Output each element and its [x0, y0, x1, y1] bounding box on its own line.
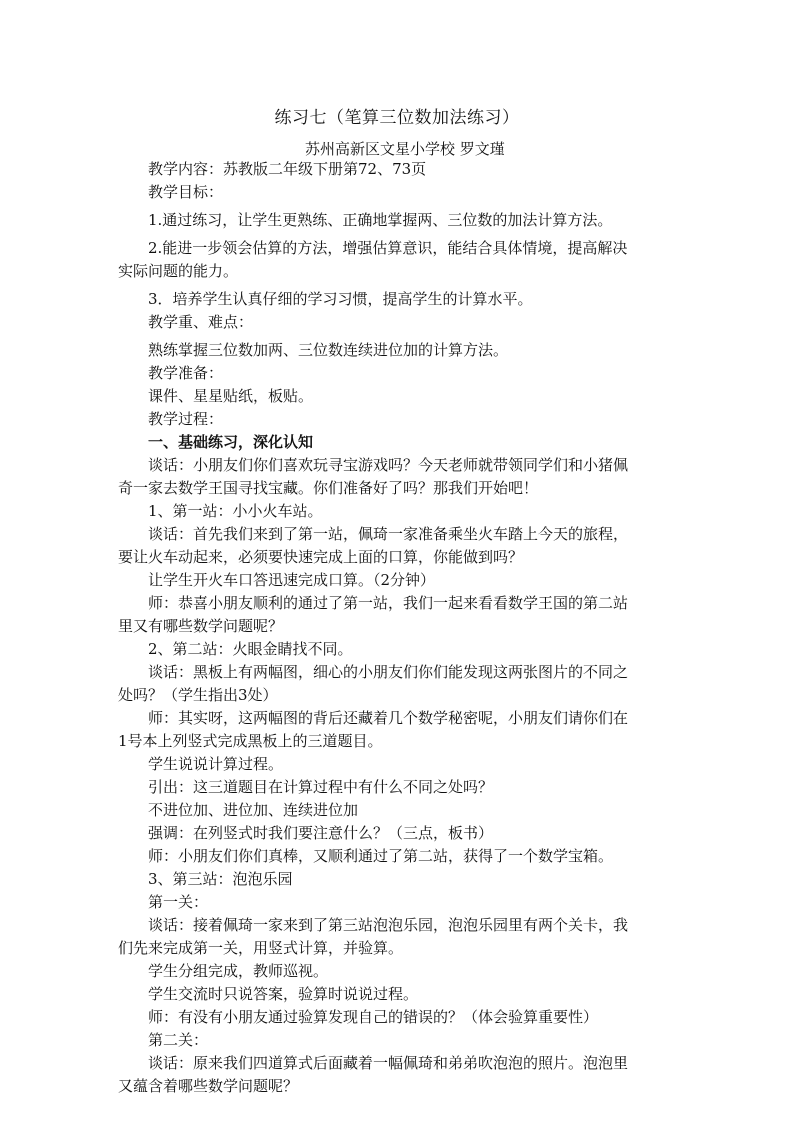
paragraph-line: 谈话：黑板上有两幅图，细心的小朋友们你们能发现这两张图片的不同之 [148, 663, 629, 681]
paragraph-line: 处吗？（学生指出3处） [118, 686, 278, 704]
preparation-heading: 教学准备： [148, 364, 224, 382]
paragraph-line: 强调：在列竖式时我们要注意什么？（三点，板书） [148, 824, 494, 842]
station-2-heading: 2、第二站：火眼金睛找不同。 [148, 640, 353, 658]
objective-3: 3．培养学生认真仔细的学习习惯，提高学生的计算水平。 [148, 290, 533, 308]
section-heading-1: 一、基础练习，深化认知 [148, 433, 314, 451]
level-1-heading: 第一关： [148, 893, 209, 911]
process-heading: 教学过程： [148, 410, 224, 428]
document-body [118, 158, 678, 1098]
paragraph-line: 学生说说计算过程。 [148, 755, 284, 773]
paragraph-line: 引出：这三道题目在计算过程中有什么不同之处吗？ [148, 778, 494, 796]
paragraph-line: 师：恭喜小朋友顺利的通过了第一站，我们一起来看看数学王国的第二站 [148, 594, 629, 612]
key-points: 熟练掌握三位数加两、三位数连续进位加的计算方法。 [148, 341, 509, 359]
paragraph-line: 让学生开火车口答迅速完成口算。（2分钟） [148, 571, 436, 589]
paragraph-line: 师：小朋友们你们真棒，又顺利通过了第二站，获得了一个数学宝箱。 [148, 847, 614, 865]
preparation: 课件、星星贴纸，板贴。 [148, 387, 314, 405]
paragraph-line: 不进位加、进位加、连续进位加 [148, 801, 359, 819]
paragraph-line: 师：其实呀，这两幅图的背后还藏着几个数学秘密呢，小朋友们请你们在 [148, 709, 629, 727]
document-title: 练习七（笔算三位数加法练习） [274, 108, 520, 128]
key-points-heading: 教学重、难点： [148, 313, 254, 331]
paragraph-line: 里又有哪些数学问题呢？ [118, 617, 284, 635]
paragraph-line: 要让火车动起来，必须要快速完成上面的口算，你能做到吗？ [118, 548, 524, 566]
paragraph-line: 又蕴含着哪些数学问题呢？ [118, 1077, 299, 1095]
paragraph-line: 奇一家去数学王国寻找宝藏。你们准备好了吗？那我们开始吧！ [118, 479, 539, 497]
objective-1: 1.通过练习，让学生更熟练、正确地掌握两、三位数的加法计算方法。 [148, 211, 613, 229]
station-1-heading: 1、第一站：小小火车站。 [148, 502, 323, 520]
paragraph-line: 师：有没有小朋友通过验算发现自己的错误的？（体会验算重要性） [148, 1008, 599, 1026]
objective-2: 2.能进一步领会估算的方法，增强估算意识，能结合具体情境，提高解决 [148, 239, 628, 257]
objectives-heading: 教学目标： [148, 183, 224, 201]
level-2-heading: 第二关： [148, 1031, 209, 1049]
teaching-content: 教学内容：苏教版二年级下册第72、73页 [148, 160, 427, 178]
paragraph-line: 学生交流时只说答案，验算时说说过程。 [148, 985, 419, 1003]
paragraph-line: 谈话：首先我们来到了第一站，佩琦一家准备乘坐火车踏上今天的旅程， [148, 525, 629, 543]
station-3-heading: 3、第三站：泡泡乐园 [148, 870, 293, 888]
paragraph-line: 学生分组完成，教师巡视。 [148, 962, 329, 980]
objective-2-cont: 实际问题的能力。 [118, 262, 239, 280]
paragraph-line: 谈话：原来我们四道算式后面藏着一幅佩琦和弟弟吹泡泡的照片。泡泡里 [148, 1054, 629, 1072]
paragraph-line: 谈话：接着佩琦一家来到了第三站泡泡乐园，泡泡乐园里有两个关卡，我 [148, 916, 629, 934]
paragraph-line: 们先来完成第一关，用竖式计算，并验算。 [118, 939, 404, 957]
paragraph-line: 谈话：小朋友们你们喜欢玩寻宝游戏吗？今天老师就带领同学们和小猪佩 [148, 456, 629, 474]
author-line: 苏州高新区文星小学校 罗文瑾 [305, 140, 505, 158]
paragraph-line: 1号本上列竖式完成黑板上的三道题目。 [118, 732, 383, 750]
